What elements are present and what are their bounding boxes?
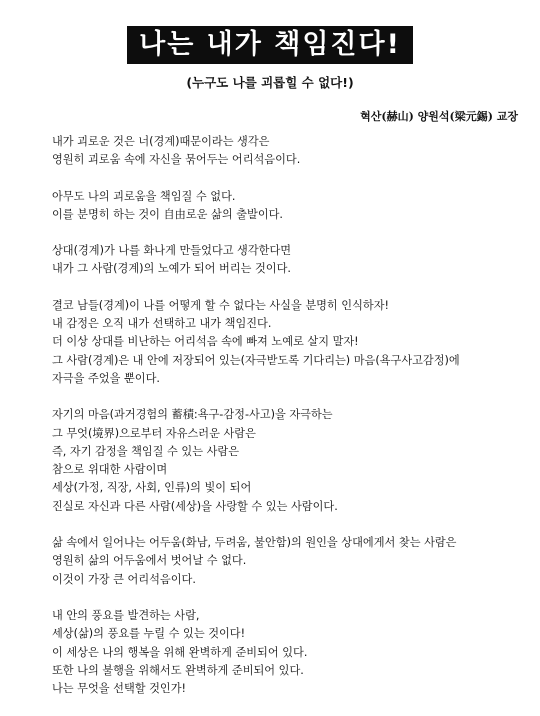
paragraph-4	[52, 297, 522, 388]
text-line: 세상(삶)의 풍요를 누릴 수 있는 것이다!	[52, 627, 246, 641]
text-line: 아무도 나의 괴로움을 책임질 수 없다.	[52, 189, 236, 203]
page-title: 나는 내가 책임진다!	[127, 26, 413, 64]
text-line: 영원히 괴로움 속에 자신을 묶어두는 어리석음이다.	[52, 153, 301, 167]
text-line: 자기의 마음(과거경험의 蓄積:욕구-감정-사고)을 자극하는	[52, 408, 333, 422]
text-line: 더 이상 상대를 비난하는 어리석음 속에 빠져 노예로 살지 말자!	[52, 335, 359, 349]
text-line: 삶 속에서 일어나는 어두움(화남, 두려움, 불안함)의 원인을 상대에게서 찾는 사람은	[52, 536, 457, 550]
text-line: 즉, 자기 감정을 책임질 수 있는 사람은	[52, 444, 240, 458]
title-container	[0, 26, 540, 64]
text-line: 이것이 가장 큰 어리석음이다.	[52, 572, 196, 586]
text-line: 이를 분명히 하는 것이 自由로운 삶의 출발이다.	[52, 207, 283, 221]
text-line: 그 사람(경계)은 내 안에 저장되어 있는(자극받도록 기다리는) 마음(욕구사고감정)에	[52, 353, 460, 367]
paragraph-3	[52, 242, 522, 279]
text-line: 세상(가정, 직장, 사회, 인류)의 빛이 되어	[52, 481, 252, 495]
text-line: 내가 괴로운 것은 너(경계)때문이라는 생각은	[52, 135, 270, 148]
paragraph-6	[52, 534, 522, 589]
text-line: 내 안의 풍요를 발견하는 사람,	[52, 608, 200, 622]
text-line: 내 감정은 오직 내가 선택하고 내가 책임진다.	[52, 317, 272, 331]
paragraph-7	[52, 607, 522, 698]
text-line: 이 세상은 나의 행복을 위해 완벽하게 준비되어 있다.	[52, 645, 308, 659]
text-line: 그 무엇(境界)으로부터 자유스러운 사람은	[52, 426, 256, 440]
text-line: 나는 무엇을 선택할 것인가!	[52, 682, 187, 696]
paragraph-5	[52, 406, 522, 516]
text-line: 상대(경계)가 나를 화나게 만들었다고 생각한다면	[52, 244, 292, 258]
author-line: 혁산(赫山) 양원석(梁元錫) 교장	[360, 110, 518, 123]
text-line: 내가 그 사람(경계)의 노예가 되어 버리는 것이다.	[52, 262, 291, 276]
text-line: 또한 나의 불행을 위해서도 완벽하게 준비되어 있다.	[52, 663, 304, 677]
paragraph-1	[52, 133, 522, 170]
text-line: 참으로 위대한 사람이며	[52, 463, 168, 477]
document-body	[52, 133, 522, 716]
page-subtitle: (누구도 나를 괴롭힐 수 없다!)	[186, 75, 354, 90]
text-line: 영원히 삶의 어두움에서 벗어날 수 없다.	[52, 554, 247, 568]
text-line: 자극을 주었을 뿐이다.	[52, 371, 160, 385]
text-line: 진실로 자신과 다른 사람(세상)을 사랑할 수 있는 사람이다.	[52, 499, 338, 513]
paragraph-2	[52, 188, 522, 225]
text-line: 결코 남들(경계)이 나를 어떻게 할 수 없다는 사실을 분명히 인식하자!	[52, 298, 390, 312]
